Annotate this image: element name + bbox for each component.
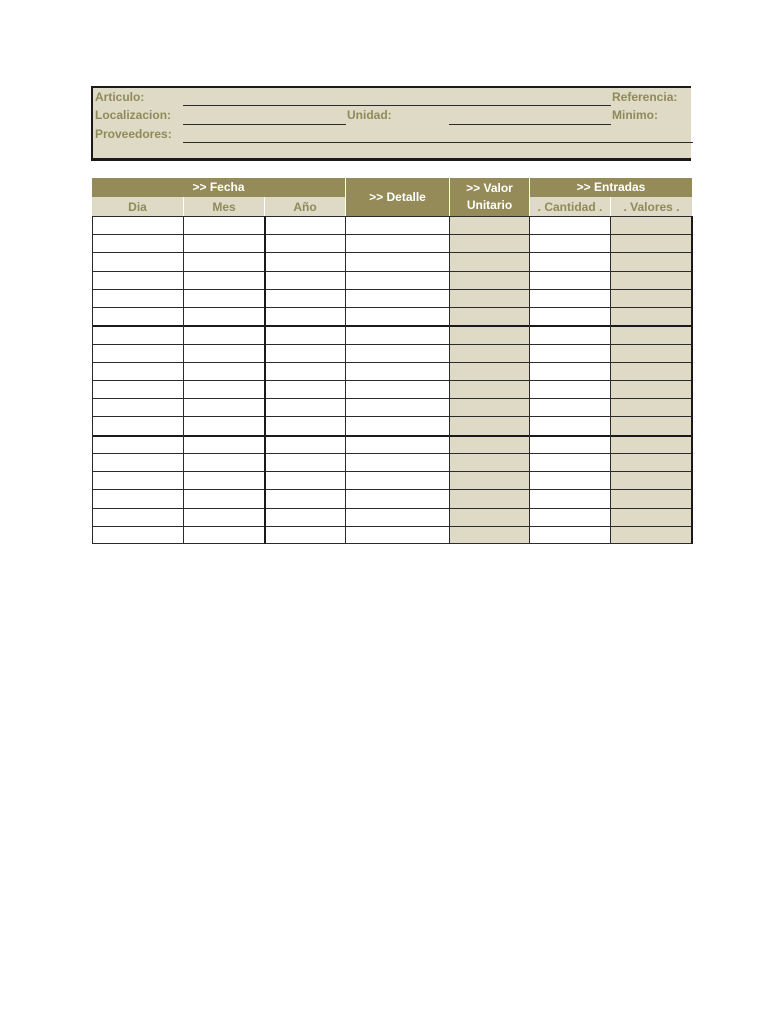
- column-divider: [610, 216, 611, 544]
- item-info-box: [91, 86, 691, 161]
- mes-header: Mes: [183, 197, 264, 216]
- localizacion-label: Localizacion:: [95, 108, 172, 122]
- row-divider: [92, 435, 692, 437]
- entradas-header: >> Entradas: [529, 178, 692, 197]
- column-divider: [92, 216, 93, 544]
- row-divider: [92, 526, 692, 527]
- valores-header: . Valores .: [610, 197, 692, 216]
- row-divider: [92, 416, 692, 417]
- dia-header: Dia: [92, 197, 183, 216]
- unidad-label: Unidad:: [347, 108, 392, 122]
- detalle-header: >> Detalle: [345, 178, 449, 216]
- row-divider: [92, 508, 692, 509]
- row-divider: [92, 234, 692, 235]
- row-divider: [92, 271, 692, 272]
- row-divider: [92, 344, 692, 345]
- row-divider: [92, 453, 692, 454]
- localizacion-field[interactable]: [183, 124, 346, 125]
- ledger-body: [92, 216, 692, 544]
- referencia-label: Referencia:: [612, 90, 678, 104]
- row-divider: [92, 380, 692, 381]
- column-divider: [345, 216, 346, 544]
- valor-unitario-header: >> Valor Unitario: [449, 178, 529, 216]
- fecha-header: >> Fecha: [92, 178, 345, 197]
- column-divider: [691, 216, 693, 544]
- articulo-label: Articulo:: [95, 90, 145, 104]
- row-divider: [92, 398, 692, 399]
- proveedores-field[interactable]: [183, 142, 693, 143]
- row-divider: [92, 252, 692, 253]
- cantidad-header: . Cantidad .: [529, 197, 610, 216]
- row-divider: [92, 362, 692, 363]
- row-divider: [92, 471, 692, 472]
- column-divider: [529, 216, 530, 544]
- proveedores-label: Proveedores:: [95, 127, 172, 141]
- anio-header: Año: [264, 197, 345, 216]
- minimo-label: Minimo:: [612, 108, 658, 122]
- unidad-field[interactable]: [449, 124, 611, 125]
- row-divider: [92, 325, 692, 327]
- articulo-field[interactable]: [183, 105, 611, 106]
- row-divider: [92, 543, 692, 544]
- column-divider: [449, 216, 450, 544]
- row-divider: [92, 307, 692, 308]
- row-divider: [92, 216, 692, 217]
- ledger-table: [92, 178, 692, 544]
- row-divider: [92, 489, 692, 490]
- row-divider: [92, 289, 692, 290]
- column-divider: [183, 216, 184, 544]
- column-divider: [264, 216, 266, 544]
